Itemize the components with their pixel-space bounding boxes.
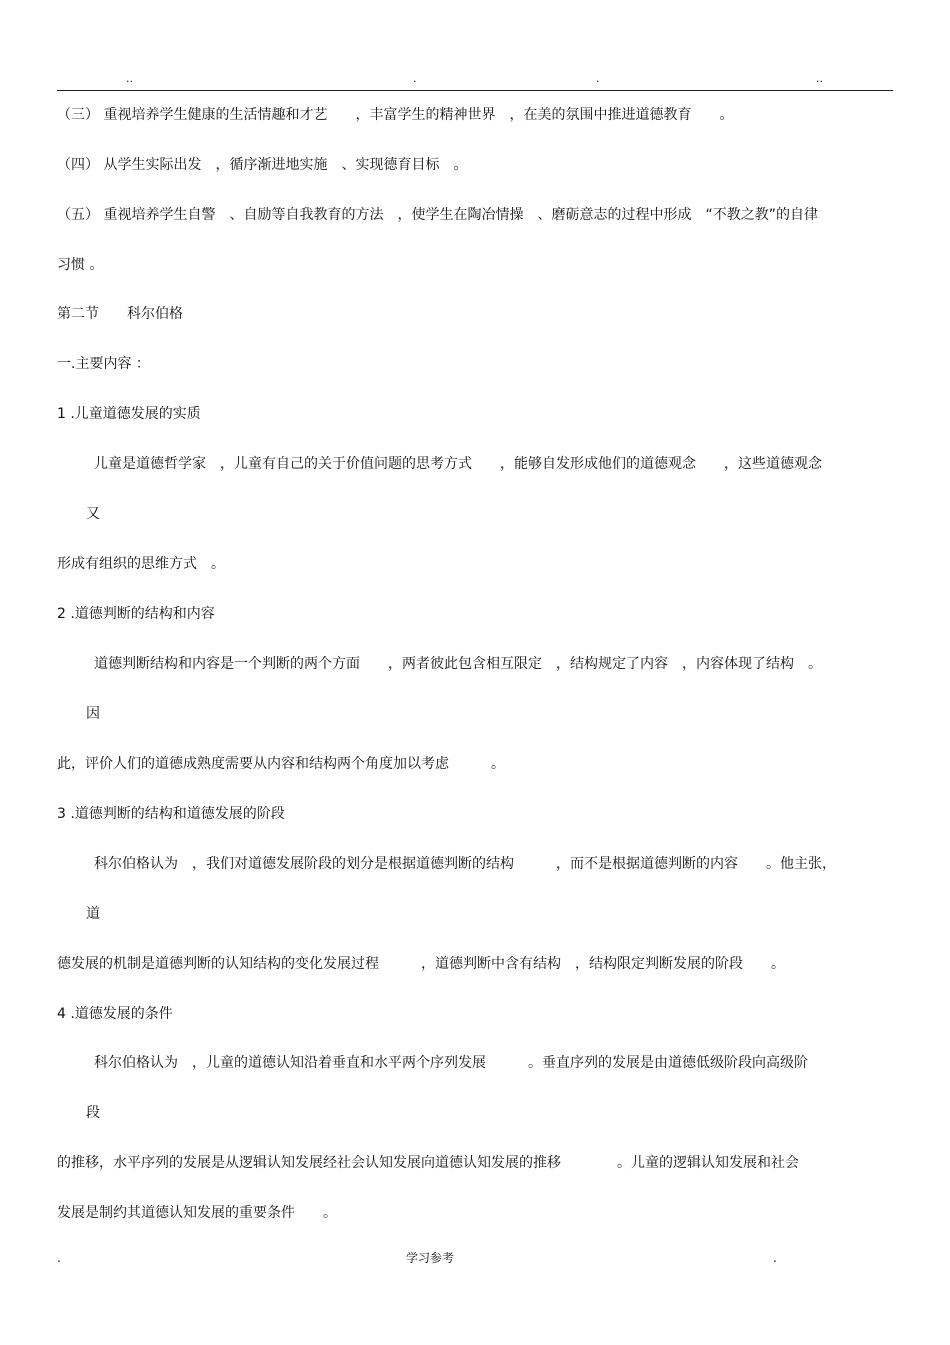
paragraph-line: 因 [86,706,100,722]
paragraph-line: 段 [86,1105,100,1121]
paragraph-item-4: （四） 从学生实际出发 ，循序渐进地实施 、实现德育目标 。 [57,157,468,173]
header-mark: .. [816,72,823,85]
paragraph-line: 又 [86,506,100,522]
topic-heading: 4 .道德发展的条件 [57,1006,173,1022]
paragraph-line: 形成有组织的思维方式 。 [57,556,225,572]
paragraph-line: 发展是制约其道德认知发展的重要条件 。 [57,1205,337,1221]
paragraph-line: 科尔伯格认为 ，我们对道德发展阶段的划分是根据道德判断的结构 ，而不是根据道德判断的内容 。他主张， [94,856,836,872]
section-heading: 第二节 科尔伯格 [57,306,183,322]
paragraph-item-3: （三） 重视培养学生健康的生活情趣和才艺 ，丰富学生的精神世界 ，在美的氛围中推进道德教育 。 [57,107,734,123]
paragraph-item-5: （五） 重视培养学生自警 、自励等自我教育的方法 ，使学生在陶冶情操 、磨砺意志的过程中形成 “不教之教”的自律 [57,207,818,223]
header-mark: .. [126,72,133,85]
topic-heading: 1 .儿童道德发展的实质 [57,406,201,422]
paragraph-line: 儿童是道德哲学家 ，儿童有自己的关于价值问题的思考方式 ，能够自发形成他们的道德观念 ，这些道德观念 [94,456,822,472]
paragraph-line: 此，评价人们的道德成熟度需要从内容和结构两个角度加以考虑 。 [57,756,505,772]
topic-heading: 3 .道德判断的结构和道德发展的阶段 [57,806,285,822]
header-rule [57,90,893,91]
footer-caption: 学习参考 [406,1251,455,1265]
paragraph-line: 的推移，水平序列的发展是从逻辑认知发展经社会认知发展向道德认知发展的推移 。儿童的逻辑认知发展和社会 [57,1155,799,1171]
subsection-heading: 一.主要内容 ： [57,356,150,372]
header-mark: . [413,72,417,85]
paragraph-line: 科尔伯格认为 ，儿童的道德认知沿着垂直和水平两个序列发展 。垂直序列的发展是由道德低级阶段向高级阶 [94,1055,808,1071]
header-mark: . [596,72,600,85]
paragraph-line: 道 [86,906,100,922]
paragraph-line: 道德判断结构和内容是一个判断的两个方面 ，两者彼此包含相互限定 ，结构规定了内容 ，内容体现了结构 。 [94,656,822,672]
paragraph-line: 德发展的机制是道德判断的认知结构的变化发展过程 ，道德判断中含有结构 ，结构限定判断发展的阶段 。 [57,956,785,972]
topic-heading: 2 .道德判断的结构和内容 [57,606,215,622]
paragraph-line: 习惯 。 [57,257,104,273]
footer-left-mark: . [57,1251,61,1265]
footer-right-mark: . [773,1251,777,1265]
